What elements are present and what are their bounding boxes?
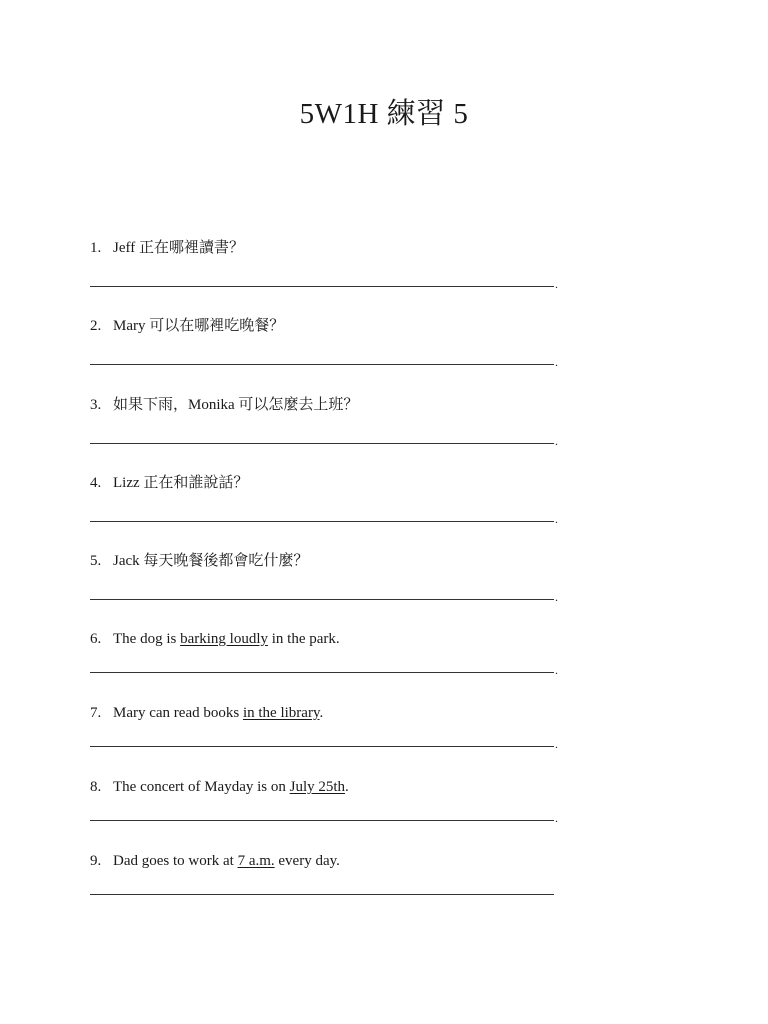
question-text bbox=[90, 777, 570, 797]
question-part: . bbox=[319, 705, 324, 721]
question-text bbox=[90, 703, 570, 723]
question-text bbox=[90, 238, 570, 258]
question-part: every day. bbox=[274, 853, 340, 869]
question-part: Lizz 正在和誰說話？ bbox=[113, 475, 249, 491]
question-part: in the park. bbox=[267, 631, 340, 647]
page-title: 5W1H 練習 5 bbox=[299, 98, 469, 130]
underlined-answer-hint: 7 a.m. bbox=[237, 853, 275, 869]
question-part: Mary can read books bbox=[113, 705, 243, 721]
answer-line[interactable] bbox=[90, 746, 554, 747]
question-part: 如果下雨，Monika 可以怎麼去上班？ bbox=[113, 397, 359, 413]
question-text bbox=[90, 551, 570, 571]
answer-period: . bbox=[555, 737, 558, 751]
question-number: 4. bbox=[90, 475, 102, 491]
answer-line[interactable] bbox=[90, 443, 554, 444]
question-text bbox=[90, 473, 570, 493]
underlined-answer-hint: in the library bbox=[242, 705, 320, 721]
answer-line[interactable] bbox=[90, 599, 554, 600]
question-text bbox=[90, 316, 570, 336]
answer-period: . bbox=[555, 811, 558, 825]
question-number: 3. bbox=[90, 397, 102, 413]
question-number: 1. bbox=[90, 240, 102, 256]
answer-line[interactable] bbox=[90, 820, 554, 821]
question-text bbox=[90, 629, 570, 649]
answer-line[interactable] bbox=[90, 286, 554, 287]
answer-period: . bbox=[555, 663, 558, 677]
answer-period: . bbox=[555, 277, 558, 291]
question-number: 2. bbox=[90, 318, 102, 334]
answer-period: . bbox=[555, 512, 558, 526]
question-5 bbox=[90, 551, 570, 604]
question-part: Jack 每天晚餐後都會吃什麼？ bbox=[113, 553, 309, 569]
question-text bbox=[90, 395, 570, 415]
answer-period: . bbox=[555, 434, 558, 448]
question-part: . bbox=[345, 779, 349, 795]
question-number: 9. bbox=[90, 853, 102, 869]
question-part: Mary 可以在哪裡吃晚餐？ bbox=[113, 318, 285, 334]
question-2 bbox=[90, 316, 570, 369]
answer-period: . bbox=[555, 355, 558, 369]
question-9 bbox=[90, 851, 570, 871]
question-6 bbox=[90, 629, 570, 677]
answer-line[interactable] bbox=[90, 521, 554, 522]
question-4 bbox=[90, 473, 570, 526]
underlined-answer-hint: barking loudly bbox=[180, 631, 268, 647]
question-text bbox=[90, 851, 570, 871]
underlined-answer-hint: July 25th bbox=[289, 779, 346, 795]
answer-line[interactable] bbox=[90, 364, 554, 365]
question-8 bbox=[90, 777, 570, 825]
answer-line[interactable] bbox=[90, 672, 554, 673]
question-number: 5. bbox=[90, 553, 102, 569]
answer-line[interactable] bbox=[90, 894, 554, 895]
question-part: Jeff 正在哪裡讀書？ bbox=[113, 240, 244, 256]
question-number: 7. bbox=[90, 705, 102, 721]
question-part: Dad goes to work at bbox=[113, 853, 238, 869]
answer-period: . bbox=[555, 590, 558, 604]
question-1 bbox=[90, 238, 570, 291]
question-3 bbox=[90, 395, 570, 448]
question-7 bbox=[90, 703, 570, 751]
question-number: 6. bbox=[90, 631, 102, 647]
question-part: The dog is bbox=[113, 631, 181, 647]
question-part: The concert of Mayday is on bbox=[113, 779, 290, 795]
question-number: 8. bbox=[90, 779, 102, 795]
